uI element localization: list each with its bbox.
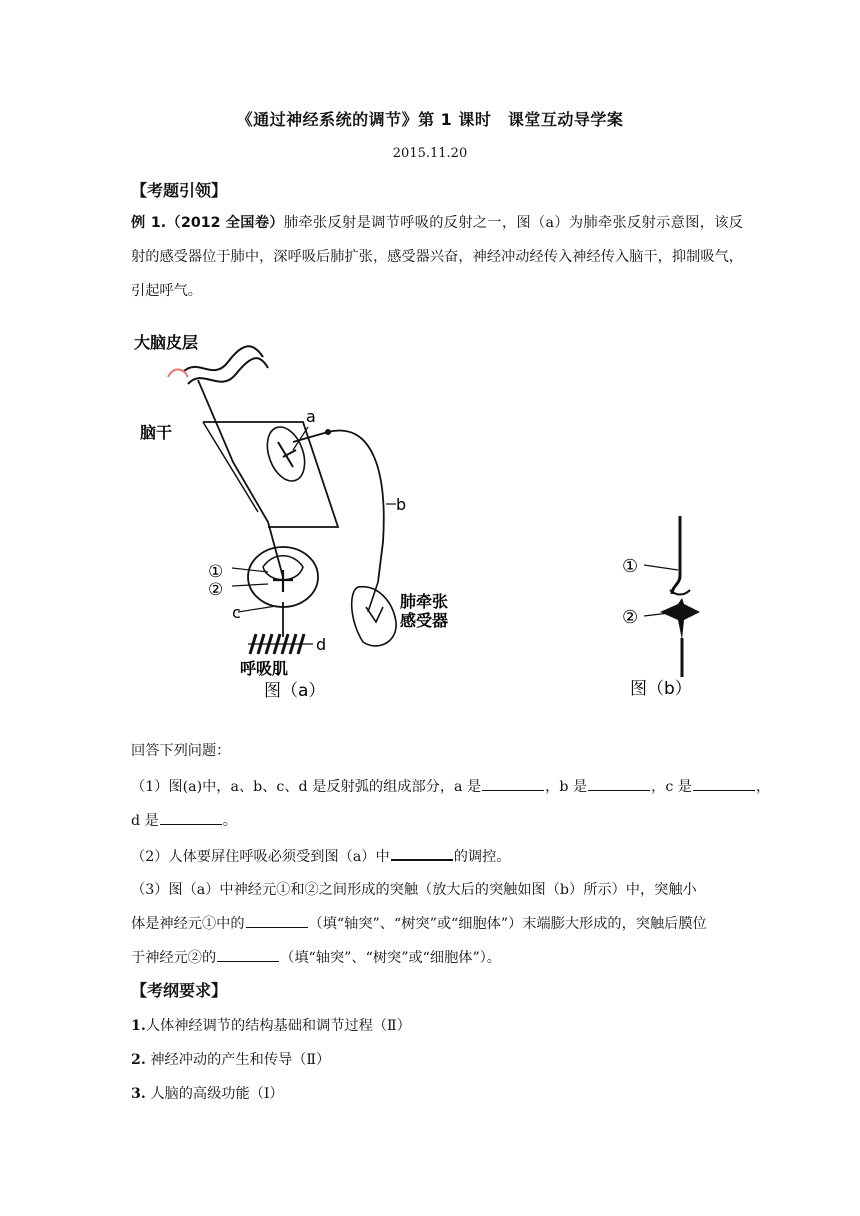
label-receptor-2: 感受器	[400, 611, 449, 630]
q1-text-a: （1）图(a)中，a、b、c、d 是反射弧的组成部分，a 是	[131, 779, 482, 795]
answer-blank-q3-2[interactable]	[217, 947, 279, 962]
label-d: d	[316, 635, 327, 654]
answer-blank-q3-1[interactable]	[246, 913, 308, 928]
figure-a-reflex-arc	[128, 322, 449, 712]
example-paragraph	[131, 206, 743, 308]
label-muscle: 呼吸肌	[240, 659, 289, 678]
label-receptor-1: 肺牵张	[400, 592, 449, 611]
q3-text-b: （填“轴突”、“树突”或“细胞体”）末端膨大形成的，突触后膜位	[308, 916, 707, 932]
label-brainstem: 脑干	[140, 423, 173, 442]
syllabus-text-3: 人脑的高级功能（Ⅰ）	[145, 1086, 284, 1102]
answer-blank-q2[interactable]	[391, 845, 453, 861]
figure-b-synapse	[620, 512, 710, 704]
question-2	[131, 845, 743, 866]
q2-text-b: 的调控。	[453, 849, 511, 865]
q2-text-a: （2）人体要屏住呼吸必须受到图（a）中	[131, 849, 390, 865]
example-text: 肺牵张反射是调节呼吸的反射之一，图（a）为肺牵张反射示意图，该反射的感受器位于肺中，深呼吸后肺扩张，感受器兴奋，神经冲动经传入神经传入脑干，抑制吸气，引起呼气。	[131, 215, 743, 299]
syllabus-text-1: 人体神经调节的结构基础和调节过程（Ⅱ）	[145, 1018, 411, 1034]
label-b-neuron-1: ①	[622, 556, 639, 577]
answer-blank-a[interactable]	[482, 776, 544, 791]
label-a: a	[306, 407, 316, 426]
label-b-neuron-2: ②	[622, 607, 639, 628]
q1-text-f: 。	[222, 813, 237, 829]
question-1-line2	[131, 810, 743, 830]
syllabus-text-2: 神经冲动的产生和传导（Ⅱ）	[145, 1052, 331, 1068]
answer-blank-b[interactable]	[588, 776, 650, 791]
question-3-line3	[131, 947, 743, 967]
document-title: 《通过神经系统的调节》第 1 课时 课堂互动导学案	[236, 110, 624, 129]
q1-text-c: ，c 是	[651, 779, 692, 795]
answer-blank-c[interactable]	[693, 776, 755, 791]
questions-intro: 回答下列问题：	[131, 743, 231, 759]
q3-text-d: （填“轴突”、“树突”或“细胞体”）。	[280, 950, 501, 966]
q1-text-d: ，	[755, 779, 771, 795]
q3-text-c: 于神经元②的	[131, 950, 217, 966]
q1-text-b: ，b 是	[545, 779, 588, 795]
label-c: c	[232, 603, 241, 622]
q1-text-e: d 是	[131, 813, 159, 829]
syllabus-item-2	[131, 1049, 743, 1069]
question-3-line1: （3）图（a）中神经元①和②之间形成的突触（放大后的突触如图（b）所示）中，突触小	[131, 882, 697, 898]
caption-a: 图（a）	[264, 681, 326, 701]
syllabus-num-3: 3.	[131, 1086, 146, 1102]
syllabus-item-1	[131, 1015, 743, 1035]
answer-blank-d[interactable]	[160, 810, 222, 825]
example-label: 例 1.（2012 全国卷）	[131, 215, 284, 231]
caption-b: 图（b）	[630, 679, 692, 699]
question-1-line1	[131, 776, 771, 796]
label-cortex: 大脑皮层	[134, 333, 199, 352]
label-b: b	[396, 495, 407, 514]
syllabus-item-3	[131, 1083, 743, 1103]
label-neuron-2: ②	[208, 580, 224, 600]
document-date: 2015.11.20	[392, 146, 468, 161]
syllabus-num-2: 2.	[131, 1052, 146, 1068]
label-neuron-1: ①	[208, 562, 224, 582]
syllabus-num-1: 1.	[131, 1018, 146, 1034]
question-3-line2	[131, 913, 743, 933]
section-heading-syllabus: 【考纲要求】	[131, 981, 228, 1000]
section-heading-exam-lead: 【考题引领】	[131, 181, 228, 200]
q3-text-a: 体是神经元①中的	[131, 916, 245, 932]
